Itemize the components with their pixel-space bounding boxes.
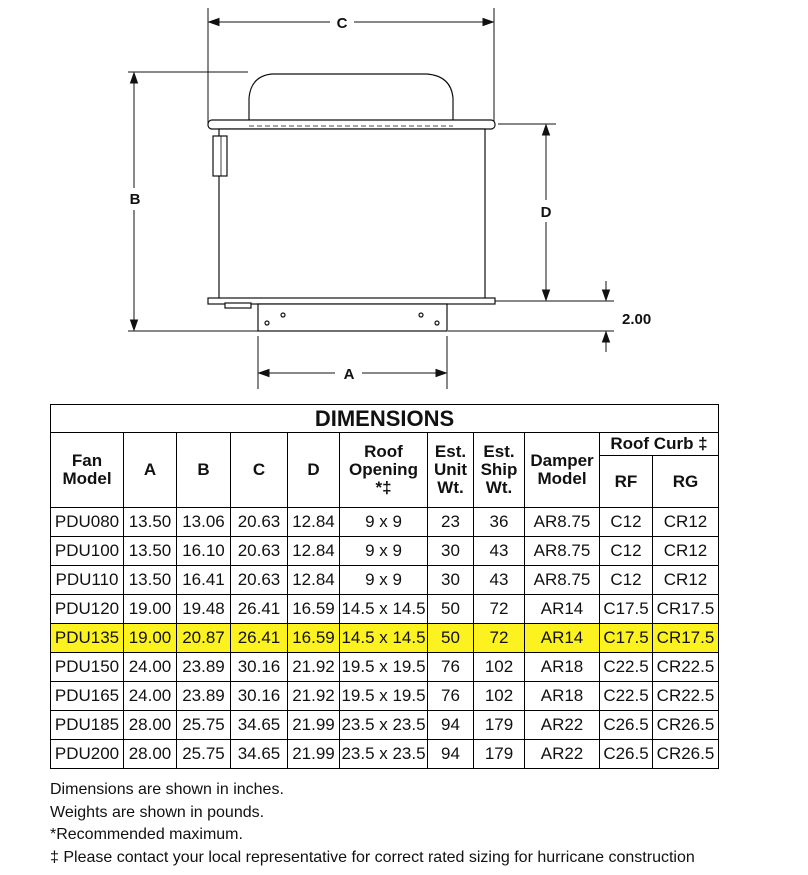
curb-plate [258,304,447,331]
table-cell: 19.48 [177,595,231,624]
header-unit-weight: Est. Unit Wt. [428,433,474,508]
fan-hood-dome [249,74,453,121]
table-cell: AR8.75 [525,537,600,566]
table-cell: AR8.75 [525,566,600,595]
table-cell: C17.5 [600,624,653,653]
table-cell: 43 [474,537,525,566]
table-cell: 30.16 [231,653,288,682]
table-cell: 16.59 [288,595,340,624]
table-cell: 34.65 [231,711,288,740]
table-cell: C12 [600,566,653,595]
table-cell: 21.99 [288,711,340,740]
table-cell: PDU110 [51,566,124,595]
table-cell: 25.75 [177,740,231,769]
table-notes [50,779,695,869]
table-cell: 23.89 [177,653,231,682]
table-cell: 179 [474,740,525,769]
b-label: B [129,191,141,208]
table-cell: 28.00 [124,711,177,740]
table-body [51,508,719,769]
table-cell: 30 [428,566,474,595]
table-cell: 94 [428,740,474,769]
table-cell: 9 x 9 [340,508,428,537]
table-row [51,537,719,566]
table-cell: 30.16 [231,682,288,711]
table-cell: CR17.5 [653,595,719,624]
table-row [51,508,719,537]
table-cell: CR12 [653,537,719,566]
table-cell: 20.63 [231,566,288,595]
table-cell: PDU120 [51,595,124,624]
fan-dimension-drawing [0,0,808,400]
table-cell: AR18 [525,653,600,682]
table-cell: C26.5 [600,711,653,740]
side-latch [213,136,227,176]
table-cell: 13.50 [124,566,177,595]
table-cell: CR26.5 [653,740,719,769]
note-units-dimensions: Dimensions are shown in inches. [50,781,284,798]
note-hurricane: ‡ Please contact your local representative for correct rated sizing for hurricane construction [50,848,695,866]
table-cell: 23.5 x 23.5 [340,711,428,740]
table-cell: 21.99 [288,740,340,769]
table-cell: C12 [600,508,653,537]
header-d: D [288,433,340,508]
table-cell: 26.41 [231,624,288,653]
table-row [51,566,719,595]
table-cell: 50 [428,624,474,653]
table-cell: 14.5 x 14.5 [340,624,428,653]
table-cell: 43 [474,566,525,595]
table-cell: 12.84 [288,508,340,537]
table-cell: CR22.5 [653,682,719,711]
table-cell: C22.5 [600,682,653,711]
table-cell: 12.84 [288,566,340,595]
table-cell: 13.50 [124,537,177,566]
header-c: C [231,433,288,508]
table-cell: PDU185 [51,711,124,740]
table-cell: AR14 [525,624,600,653]
c-label: C [336,15,348,32]
header-damper-model: Damper Model [525,433,600,508]
table-cell: PDU135 [51,624,124,653]
header-a: A [124,433,177,508]
dimensions-table [50,404,719,769]
table-cell: 24.00 [124,653,177,682]
table-cell: PDU100 [51,537,124,566]
table-cell: 179 [474,711,525,740]
header-roof-curb: Roof Curb ‡ [600,433,719,456]
table-cell: 19.00 [124,595,177,624]
note-units-weights: Weights are shown in pounds. [50,803,265,821]
table-row [51,682,719,711]
table-cell: 36 [474,508,525,537]
table-cell: 25.75 [177,711,231,740]
table-cell: 19.5 x 19.5 [340,653,428,682]
table-cell: AR8.75 [525,508,600,537]
table-cell: 24.00 [124,682,177,711]
table-cell: 20.87 [177,624,231,653]
table-cell: C22.5 [600,653,653,682]
table-cell: 72 [474,624,525,653]
d-label: D [540,204,552,221]
table-cell: AR14 [525,595,600,624]
header-b: B [177,433,231,508]
table-cell: 76 [428,682,474,711]
table-cell: 19.00 [124,624,177,653]
table-cell: 102 [474,682,525,711]
table-row [51,595,719,624]
table-cell: 34.65 [231,740,288,769]
table-cell: 19.5 x 19.5 [340,682,428,711]
table-cell: 16.41 [177,566,231,595]
table-cell: 102 [474,653,525,682]
table-cell: 50 [428,595,474,624]
table-cell: 20.63 [231,508,288,537]
table-cell: AR18 [525,682,600,711]
header-fan-model: Fan Model [51,433,124,508]
table-cell: CR17.5 [653,624,719,653]
table-cell: 30 [428,537,474,566]
table-cell: 9 x 9 [340,537,428,566]
table-cell: 9 x 9 [340,566,428,595]
fan-housing [219,129,485,300]
table-cell: 23 [428,508,474,537]
table-cell: PDU080 [51,508,124,537]
table-cell: AR22 [525,711,600,740]
header-roof-opening: Roof Opening *‡ [340,433,428,508]
table-cell: PDU150 [51,653,124,682]
table-cell: 13.06 [177,508,231,537]
table-row [51,740,719,769]
table-cell: 16.10 [177,537,231,566]
table-cell: 23.5 x 23.5 [340,740,428,769]
table-cell: AR22 [525,740,600,769]
table-title: DIMENSIONS [51,405,719,433]
table-cell: 72 [474,595,525,624]
table-cell: 14.5 x 14.5 [340,595,428,624]
table-cell: PDU165 [51,682,124,711]
table-cell: CR22.5 [653,653,719,682]
fan-hood-lip [208,120,495,129]
table-cell: 76 [428,653,474,682]
table-cell: 26.41 [231,595,288,624]
fan-unit [208,74,495,331]
table-cell: CR12 [653,566,719,595]
table-cell: PDU200 [51,740,124,769]
note-recommended: *Recommended maximum. [50,826,243,843]
header-rf: RF [600,456,653,508]
table-cell: C17.5 [600,595,653,624]
table-cell: C26.5 [600,740,653,769]
table-cell: 16.59 [288,624,340,653]
table-cell: 94 [428,711,474,740]
a-label: A [343,366,355,383]
header-ship-weight: Est. Ship Wt. [474,433,525,508]
table-row [51,624,719,653]
table-row [51,711,719,740]
table-cell: 13.50 [124,508,177,537]
mount-tab [225,303,251,308]
table-cell: C12 [600,537,653,566]
table-cell: 20.63 [231,537,288,566]
table-cell: 28.00 [124,740,177,769]
table-row [51,653,719,682]
offset-label: 2.00 [622,311,652,328]
table-cell: 23.89 [177,682,231,711]
table-cell: CR26.5 [653,711,719,740]
table-cell: 12.84 [288,537,340,566]
table-cell: 21.92 [288,682,340,711]
table-cell: 21.92 [288,653,340,682]
table-cell: CR12 [653,508,719,537]
header-rg: RG [653,456,719,508]
